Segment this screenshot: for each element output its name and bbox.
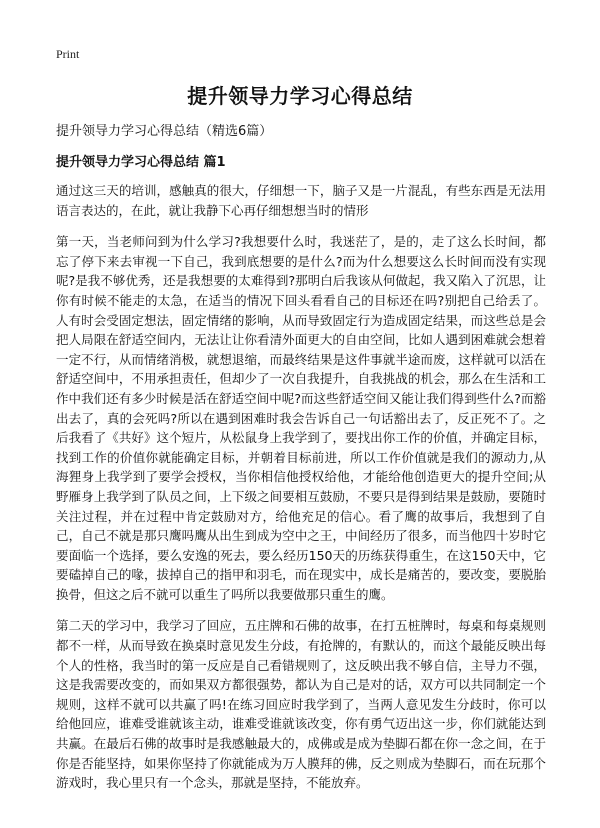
document-title: 提升领导力学习心得总结 xyxy=(187,84,413,108)
paragraph-day-two: 第二天的学习中，我学习了回应，五庄牌和石佛的故事，在打五桩牌时，每桌和每桌规则都不一样，从而导致在换桌时意见发生分歧，有抢牌的，有默认的，而这个最能反映出每个人的性格，我当时的第一反应是自己看错规则了，这反映出我不够自信，主导力不强，这是我需要改变的，而如果双方都很强势，都认为自己是对的话，双方可以共同制定一个规则，这样不就可以共赢了吗!在练习回应时我学到了，当两人意见发生分歧时，你可以给他回应，谁难受谁就该主动，谁难受谁就该改变，你有勇气迈出这一步，你们就能达到共赢。在最后石佛的故事时是我感触最大的，成佛或是成为垫脚石都在你一念之间，在于你是否能坚持，如果你坚持了你就能成为万人膜拜的佛，反之则成为垫脚石，而在玩那个游戏时，我心里只有一个念头，那就是坚持，不能放弃。 xyxy=(56,618,546,791)
paragraph-day-one: 第一天，当老师问到为什么学习?我想要什么时，我迷茫了，是的，走了这么长时间，都忘了停下来去审视一下自己，我到底想要的是什么?而为什么想要这么长时间而没有实现呢?是我不够优秀，还是我想要的太难得到?那明白后我该从何做起，我又陷入了沉思，让你有时候不能走的太急，在适当的情况下回头看看自己的目标还在吗?别把自己给丢了。人有时会受固定想法，固定情绪的影响，从而导致固定行为造成固定结果，而这些总是会把人局限在舒适空间内，无法让让你看清外面更大的自由空间，比如人遇到困难就会想着一定不行，从而情绪消极，就想退缩，而最终结果是这件事就半途而废，这样就可以活在舒适空间中，不用承担责任，但却少了一次自我提升，自我挑战的机会，那么在生活和工作中我们还有多少时候是活在舒适空间中呢?而这些舒适空间又能让我们得到些什么?而豁出去了，真的会死吗?所以在遇到困难时我会告诉自己一句话豁出去了，反正死不了。之后我看了《共好》这个短片，从松鼠身上我学到了，要找出你工作的价值，并确定目标，找到工作的价值你就能确定目标，并朝着目标前进，所以工作价值就是我们的源动力,从海狸身上我学到了要学会授权，当你相信他授权给他，才能给他创造更大的提升空间;从野雁身上我学到了队员之间，上下级之间要相互鼓励，不要只是得到结果是鼓励，要随时关注过程，并在过程中肯定鼓励对方，给他充足的信心。看了鹰的故事后，我想到了自己，自己不就是那只鹰吗鹰从出生到成为空中之王，中间经历了很多，而当他四十岁时它要面临一个选择，要么安逸的死去，要么经历150天的历练获得重生，在这150天中，它要磕掉自己的喙，拔掉自己的指甲和羽毛，而在现实中，成长是痛苦的，要改变，要脱胎换骨，但这之后不就可以重生了吗所以我要做那只重生的鹰。 xyxy=(56,234,546,602)
article-body xyxy=(56,181,546,805)
print-link[interactable]: Print xyxy=(56,47,80,61)
paragraph-intro: 通过这三天的培训，感触真的很大，仔细想一下，脑子又是一片混乱，有些东西是无法用语言表达的，在此，就让我静下心再仔细想想当时的情形 xyxy=(56,183,546,218)
document-subtitle: 提升领导力学习心得总结（精选6篇） xyxy=(56,124,273,139)
section-heading: 提升领导力学习心得总结 篇1 xyxy=(56,155,226,170)
